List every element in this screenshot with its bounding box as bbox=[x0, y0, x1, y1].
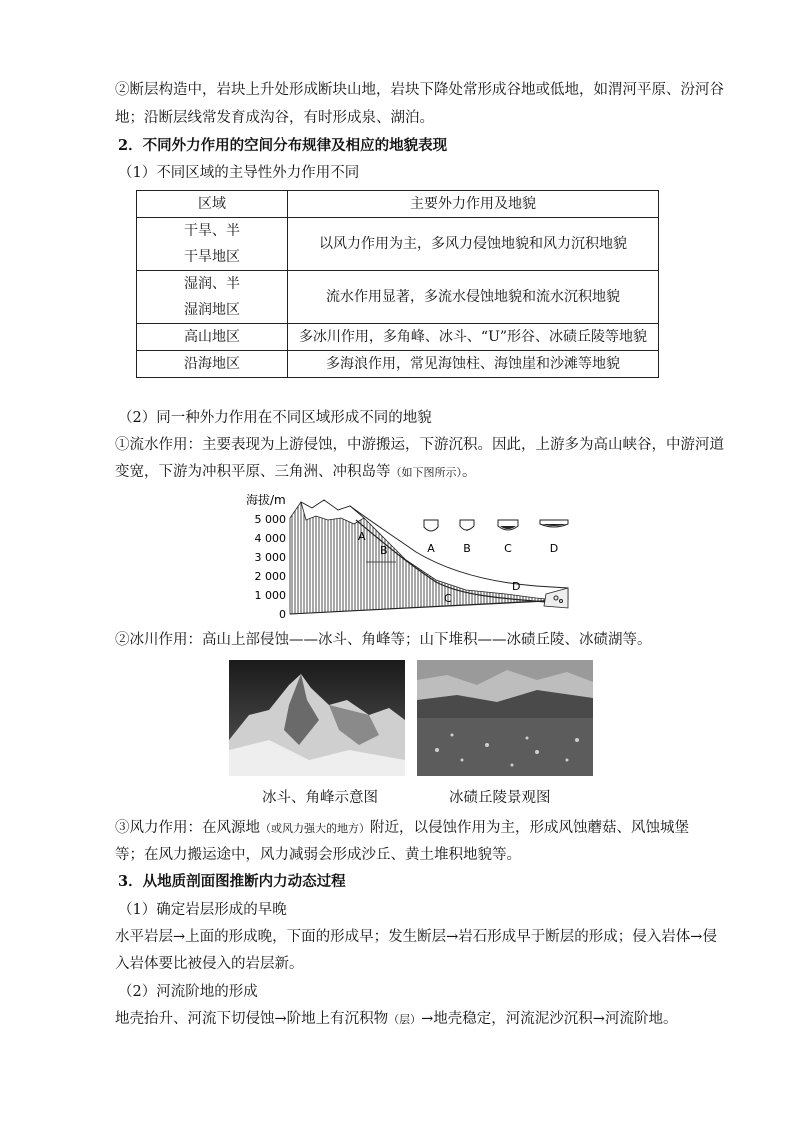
table-row bbox=[137, 271, 659, 324]
table-header-process: 主要外力作用及地貌 bbox=[288, 191, 659, 218]
y-tick-label: 0 bbox=[279, 608, 286, 621]
section-label-b: B bbox=[463, 542, 471, 555]
diagram-y-axis-label: 海拔/m bbox=[246, 493, 286, 507]
rock-paragraph-line-2: 入岩体要比被侵入的岩层新。 bbox=[115, 956, 304, 972]
table-cell-desc: 多冰川作用，多角峰、冰斗、“U”形谷、冰碛丘陵等地貌 bbox=[288, 324, 659, 351]
y-tick-label: 1 000 bbox=[254, 589, 286, 602]
photo-caption-right: 冰碛丘陵景观图 bbox=[449, 790, 551, 806]
section-heading-3: 3．从地质剖面图推断内力动态过程 bbox=[118, 873, 346, 890]
subheading-2-2: （2）同一种外力作用在不同区域形成不同的地貌 bbox=[118, 410, 432, 426]
fault-paragraph-line-2: 地；沿断层线常发育成沟谷，有时形成泉、湖泊。 bbox=[115, 110, 434, 126]
section-label-a: A bbox=[427, 542, 435, 555]
table-cell-region: 沿海地区 bbox=[137, 351, 288, 378]
table-cell-desc: 流水作用显著，多流水侵蚀地貌和流水沉积地貌 bbox=[288, 271, 659, 324]
fault-paragraph-line-1: ②断层构造中，岩块上升处形成断块山地，岩块下降处常形成谷地或低地，如渭河平原、汾河谷 bbox=[115, 82, 724, 98]
section-heading-2: 2．不同外力作用的空间分布规律及相应的地貌表现 bbox=[118, 137, 448, 154]
subheading-3-1: （1）确定岩层形成的早晚 bbox=[118, 902, 287, 918]
river-profile-diagram bbox=[246, 490, 576, 625]
valley-cross-sections bbox=[424, 520, 568, 531]
section-label-d: D bbox=[549, 542, 559, 555]
point-label-a: A bbox=[358, 530, 366, 543]
water-paragraph-line-1: ①流水作用：主要表现为上游侵蚀，中游搬运，下游沉积。因此，上游多为高山峡谷，中游河道 bbox=[115, 437, 724, 453]
wind-paragraph-line-2: 等；在风力搬运途中，风力减弱会形成沙丘、黄土堆积地貌等。 bbox=[115, 847, 521, 863]
point-label-b: B bbox=[380, 544, 388, 557]
terrace-paragraph: 地壳抬升、河流下切侵蚀→阶地上有沉积物（层）→地壳稳定，河流泥沙沉积→河流阶地。 bbox=[115, 1011, 678, 1027]
rock-paragraph-line-1: 水平岩层→上面的形成晚，下面的形成早；发生断层→岩石形成早于断层的形成；侵入岩体→侵 bbox=[115, 929, 717, 945]
photo-caption-left: 冰斗、角峰示意图 bbox=[262, 790, 378, 806]
water-paragraph-line-2: 变宽，下游为冲积平原、三角洲、冲积岛等（如下图所示）。 bbox=[115, 464, 477, 480]
table-row bbox=[137, 324, 659, 351]
table-cell-region: 湿润、半 湿润地区 bbox=[137, 271, 288, 324]
wind-paragraph-line-1: ③风力作用：在风源地（或风力强大的地方）附近，以侵蚀作用为主，形成风蚀蘑菇、风蚀城堡 bbox=[115, 820, 689, 836]
y-tick-label: 4 000 bbox=[254, 532, 286, 545]
subheading-2-1: （1）不同区域的主导性外力作用不同 bbox=[118, 165, 360, 181]
table-cell-desc: 以风力作用为主，多风力侵蚀地貌和风力沉积地貌 bbox=[288, 218, 659, 271]
point-label-d: D bbox=[512, 580, 521, 593]
table-header-row bbox=[137, 191, 659, 218]
table-cell-desc: 多海浪作用，常见海蚀柱、海蚀崖和沙滩等地貌 bbox=[288, 351, 659, 378]
point-label-c: C bbox=[444, 592, 452, 605]
section-label-c: C bbox=[504, 542, 512, 555]
table-header-region: 区域 bbox=[137, 191, 288, 218]
y-tick-label: 5 000 bbox=[254, 513, 286, 526]
cirque-horn-photo bbox=[229, 660, 405, 776]
y-tick-label: 2 000 bbox=[254, 570, 286, 583]
regions-table bbox=[136, 190, 659, 378]
table-cell-region: 干旱、半 干旱地区 bbox=[137, 218, 288, 271]
table-row bbox=[137, 351, 659, 378]
subheading-3-2: （2）河流阶地的形成 bbox=[118, 984, 258, 1000]
table-cell-region: 高山地区 bbox=[137, 324, 288, 351]
table-row bbox=[137, 218, 659, 271]
moraine-hills-photo bbox=[417, 660, 593, 776]
glacier-paragraph: ②冰川作用：高山上部侵蚀——冰斗、角峰等；山下堆积——冰碛丘陵、冰碛湖等。 bbox=[115, 632, 652, 648]
y-tick-label: 3 000 bbox=[254, 551, 286, 564]
